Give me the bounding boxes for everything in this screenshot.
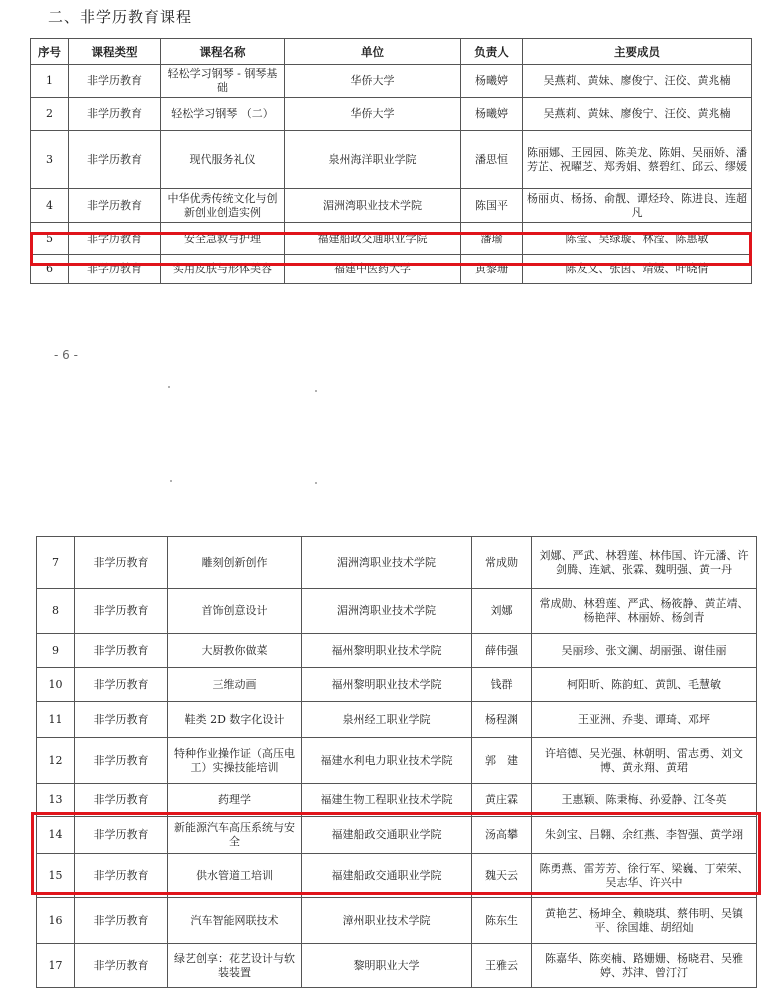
cell-members: 刘娜、严武、林碧莲、林伟国、许元潘、许剑腾、连斌、张霖、魏明强、黄一丹 bbox=[532, 537, 757, 589]
header-members: 主要成员 bbox=[523, 39, 752, 65]
cell-type: 非学历教育 bbox=[75, 898, 168, 944]
cell-no: 5 bbox=[31, 223, 69, 255]
cell-lead: 王雅云 bbox=[472, 944, 532, 988]
cell-type: 非学历教育 bbox=[69, 223, 161, 255]
table-row-highlighted bbox=[37, 854, 757, 898]
table-row bbox=[31, 255, 752, 284]
cell-name: 大厨教你做菜 bbox=[168, 634, 302, 668]
cell-type: 非学历教育 bbox=[75, 944, 168, 988]
cell-lead: 汤高攀 bbox=[472, 817, 532, 854]
cell-members: 吴丽珍、张文澜、胡丽强、谢佳丽 bbox=[532, 634, 757, 668]
table-row bbox=[31, 131, 752, 189]
cell-no: 2 bbox=[31, 98, 69, 131]
table-row bbox=[37, 898, 757, 944]
cell-no: 15 bbox=[37, 854, 75, 898]
cell-name: 药理学 bbox=[168, 784, 302, 817]
course-table-page-1 bbox=[30, 38, 752, 284]
header-no: 序号 bbox=[31, 39, 69, 65]
table-row bbox=[31, 98, 752, 131]
cell-lead: 杨程渊 bbox=[472, 702, 532, 738]
cell-type: 非学历教育 bbox=[75, 702, 168, 738]
cell-no: 10 bbox=[37, 668, 75, 702]
cell-members: 陈嘉华、陈奕楠、路姗姗、杨晓君、吴雅婷、苏津、曾汀汀 bbox=[532, 944, 757, 988]
cell-type: 非学历教育 bbox=[69, 65, 161, 98]
cell-type: 非学历教育 bbox=[69, 255, 161, 284]
cell-members: 陈莹、吴绿璇、林滢、陈惠敏 bbox=[523, 223, 752, 255]
cell-members: 杨丽贞、杨扬、俞靓、谭烃玲、陈进良、连超凡 bbox=[523, 189, 752, 223]
scan-speck bbox=[315, 482, 317, 484]
cell-unit: 福建船政交通职业学院 bbox=[302, 854, 472, 898]
cell-members: 柯阳昕、陈韵虹、黄凯、毛慧敏 bbox=[532, 668, 757, 702]
cell-unit: 华侨大学 bbox=[285, 98, 461, 131]
cell-type: 非学历教育 bbox=[75, 537, 168, 589]
cell-unit: 黎明职业大学 bbox=[302, 944, 472, 988]
table-row bbox=[37, 738, 757, 784]
cell-unit: 湄洲湾职业技术学院 bbox=[302, 537, 472, 589]
cell-no: 11 bbox=[37, 702, 75, 738]
cell-lead: 潘瑜 bbox=[461, 223, 523, 255]
cell-type: 非学历教育 bbox=[69, 131, 161, 189]
cell-type: 非学历教育 bbox=[75, 738, 168, 784]
cell-no: 8 bbox=[37, 589, 75, 634]
cell-no: 14 bbox=[37, 817, 75, 854]
cell-name: 中华优秀传统文化与创新创业创造实例 bbox=[161, 189, 285, 223]
cell-unit: 泉州海洋职业学院 bbox=[285, 131, 461, 189]
cell-unit: 福建生物工程职业技术学院 bbox=[302, 784, 472, 817]
table-row bbox=[37, 589, 757, 634]
table-header-row bbox=[31, 39, 752, 65]
cell-unit: 湄洲湾职业技术学院 bbox=[302, 589, 472, 634]
cell-name: 绿艺创享：花艺设计与软装装置 bbox=[168, 944, 302, 988]
table-row bbox=[37, 634, 757, 668]
cell-name: 鞋类 2D 数字化设计 bbox=[168, 702, 302, 738]
cell-no: 16 bbox=[37, 898, 75, 944]
cell-name: 特种作业操作证（高压电工）实操技能培训 bbox=[168, 738, 302, 784]
cell-no: 17 bbox=[37, 944, 75, 988]
cell-name: 汽车智能网联技术 bbox=[168, 898, 302, 944]
cell-name: 首饰创意设计 bbox=[168, 589, 302, 634]
page-number: - 6 - bbox=[54, 348, 78, 362]
cell-no: 1 bbox=[31, 65, 69, 98]
cell-members: 王惠颖、陈秉梅、孙爱静、江冬英 bbox=[532, 784, 757, 817]
table-row bbox=[37, 944, 757, 988]
cell-type: 非学历教育 bbox=[75, 784, 168, 817]
cell-no: 9 bbox=[37, 634, 75, 668]
section-title: 二、非学历教育课程 bbox=[48, 8, 193, 26]
cell-unit: 泉州经工职业学院 bbox=[302, 702, 472, 738]
cell-name: 新能源汽车高压系统与安全 bbox=[168, 817, 302, 854]
cell-members: 吴燕莉、黄妹、廖俊宁、汪佼、黄兆楠 bbox=[523, 98, 752, 131]
cell-name: 安全急救与护理 bbox=[161, 223, 285, 255]
table-row bbox=[37, 702, 757, 738]
table-row bbox=[37, 537, 757, 589]
cell-members: 陈友义、张茵、靖媛、叶晓倩 bbox=[523, 255, 752, 284]
cell-members: 常成勋、林碧莲、严武、杨筱静、黄芷靖、杨艳萍、林丽娇、杨剑青 bbox=[532, 589, 757, 634]
cell-no: 6 bbox=[31, 255, 69, 284]
cell-lead: 陈国平 bbox=[461, 189, 523, 223]
cell-members: 朱剑宝、吕翱、余红燕、李智强、黄学翊 bbox=[532, 817, 757, 854]
cell-unit: 福建水利电力职业技术学院 bbox=[302, 738, 472, 784]
cell-members: 王亚洲、乔斐、谭琦、邓坪 bbox=[532, 702, 757, 738]
cell-no: 12 bbox=[37, 738, 75, 784]
cell-name: 轻松学习钢琴 - 钢琴基础 bbox=[161, 65, 285, 98]
cell-lead: 黄庄霖 bbox=[472, 784, 532, 817]
header-lead: 负责人 bbox=[461, 39, 523, 65]
header-type: 课程类型 bbox=[69, 39, 161, 65]
cell-lead: 刘娜 bbox=[472, 589, 532, 634]
cell-lead: 钱群 bbox=[472, 668, 532, 702]
cell-type: 非学历教育 bbox=[75, 589, 168, 634]
cell-unit: 福州黎明职业技术学院 bbox=[302, 634, 472, 668]
cell-no: 13 bbox=[37, 784, 75, 817]
header-unit: 单位 bbox=[285, 39, 461, 65]
cell-members: 黄艳艺、杨坤全、赖晓琪、蔡伟明、吴镇平、徐国雄、胡绍灿 bbox=[532, 898, 757, 944]
cell-name: 三维动画 bbox=[168, 668, 302, 702]
header-name: 课程名称 bbox=[161, 39, 285, 65]
cell-type: 非学历教育 bbox=[75, 817, 168, 854]
cell-lead: 潘思恒 bbox=[461, 131, 523, 189]
table-row-highlighted bbox=[31, 223, 752, 255]
cell-type: 非学历教育 bbox=[69, 98, 161, 131]
table-row bbox=[31, 189, 752, 223]
cell-lead: 薛伟强 bbox=[472, 634, 532, 668]
cell-lead: 常成勋 bbox=[472, 537, 532, 589]
cell-lead: 陈东生 bbox=[472, 898, 532, 944]
cell-members: 吴燕莉、黄妹、廖俊宁、汪佼、黄兆楠 bbox=[523, 65, 752, 98]
cell-name: 实用皮肤与形体美容 bbox=[161, 255, 285, 284]
cell-members: 许培德、吴光强、林朝明、雷志勇、刘文博、黄永翔、黄珺 bbox=[532, 738, 757, 784]
cell-name: 现代服务礼仪 bbox=[161, 131, 285, 189]
cell-no: 3 bbox=[31, 131, 69, 189]
cell-name: 轻松学习钢琴 （二） bbox=[161, 98, 285, 131]
cell-name: 供水管道工培训 bbox=[168, 854, 302, 898]
cell-type: 非学历教育 bbox=[75, 634, 168, 668]
cell-type: 非学历教育 bbox=[69, 189, 161, 223]
cell-no: 4 bbox=[31, 189, 69, 223]
cell-members: 陈丽娜、王园园、陈美龙、陈娟、吴丽娇、潘芳芷、祝曜芝、郑秀娟、蔡碧红、邱云、缪媛 bbox=[523, 131, 752, 189]
cell-unit: 华侨大学 bbox=[285, 65, 461, 98]
scan-speck bbox=[168, 386, 170, 388]
table-row bbox=[37, 784, 757, 817]
table-row bbox=[37, 668, 757, 702]
cell-unit: 福州黎明职业技术学院 bbox=[302, 668, 472, 702]
table-row-highlighted bbox=[37, 817, 757, 854]
cell-lead: 魏天云 bbox=[472, 854, 532, 898]
scan-speck bbox=[170, 480, 172, 482]
cell-name: 雕刻创新创作 bbox=[168, 537, 302, 589]
cell-unit: 福建中医药大学 bbox=[285, 255, 461, 284]
cell-lead: 郭 建 bbox=[472, 738, 532, 784]
cell-lead: 杨曦婷 bbox=[461, 98, 523, 131]
cell-unit: 福建船政交通职业学院 bbox=[285, 223, 461, 255]
cell-lead: 杨曦婷 bbox=[461, 65, 523, 98]
cell-type: 非学历教育 bbox=[75, 668, 168, 702]
cell-members: 陈勇燕、雷芳芳、徐行军、梁巍、丁荣荣、吴志华、许兴中 bbox=[532, 854, 757, 898]
cell-unit: 福建船政交通职业学院 bbox=[302, 817, 472, 854]
course-table-page-2 bbox=[36, 536, 757, 988]
table-row bbox=[31, 65, 752, 98]
cell-unit: 湄洲湾职业技术学院 bbox=[285, 189, 461, 223]
scan-speck bbox=[315, 390, 317, 392]
cell-lead: 黄黎珊 bbox=[461, 255, 523, 284]
cell-unit: 漳州职业技术学院 bbox=[302, 898, 472, 944]
cell-type: 非学历教育 bbox=[75, 854, 168, 898]
cell-no: 7 bbox=[37, 537, 75, 589]
